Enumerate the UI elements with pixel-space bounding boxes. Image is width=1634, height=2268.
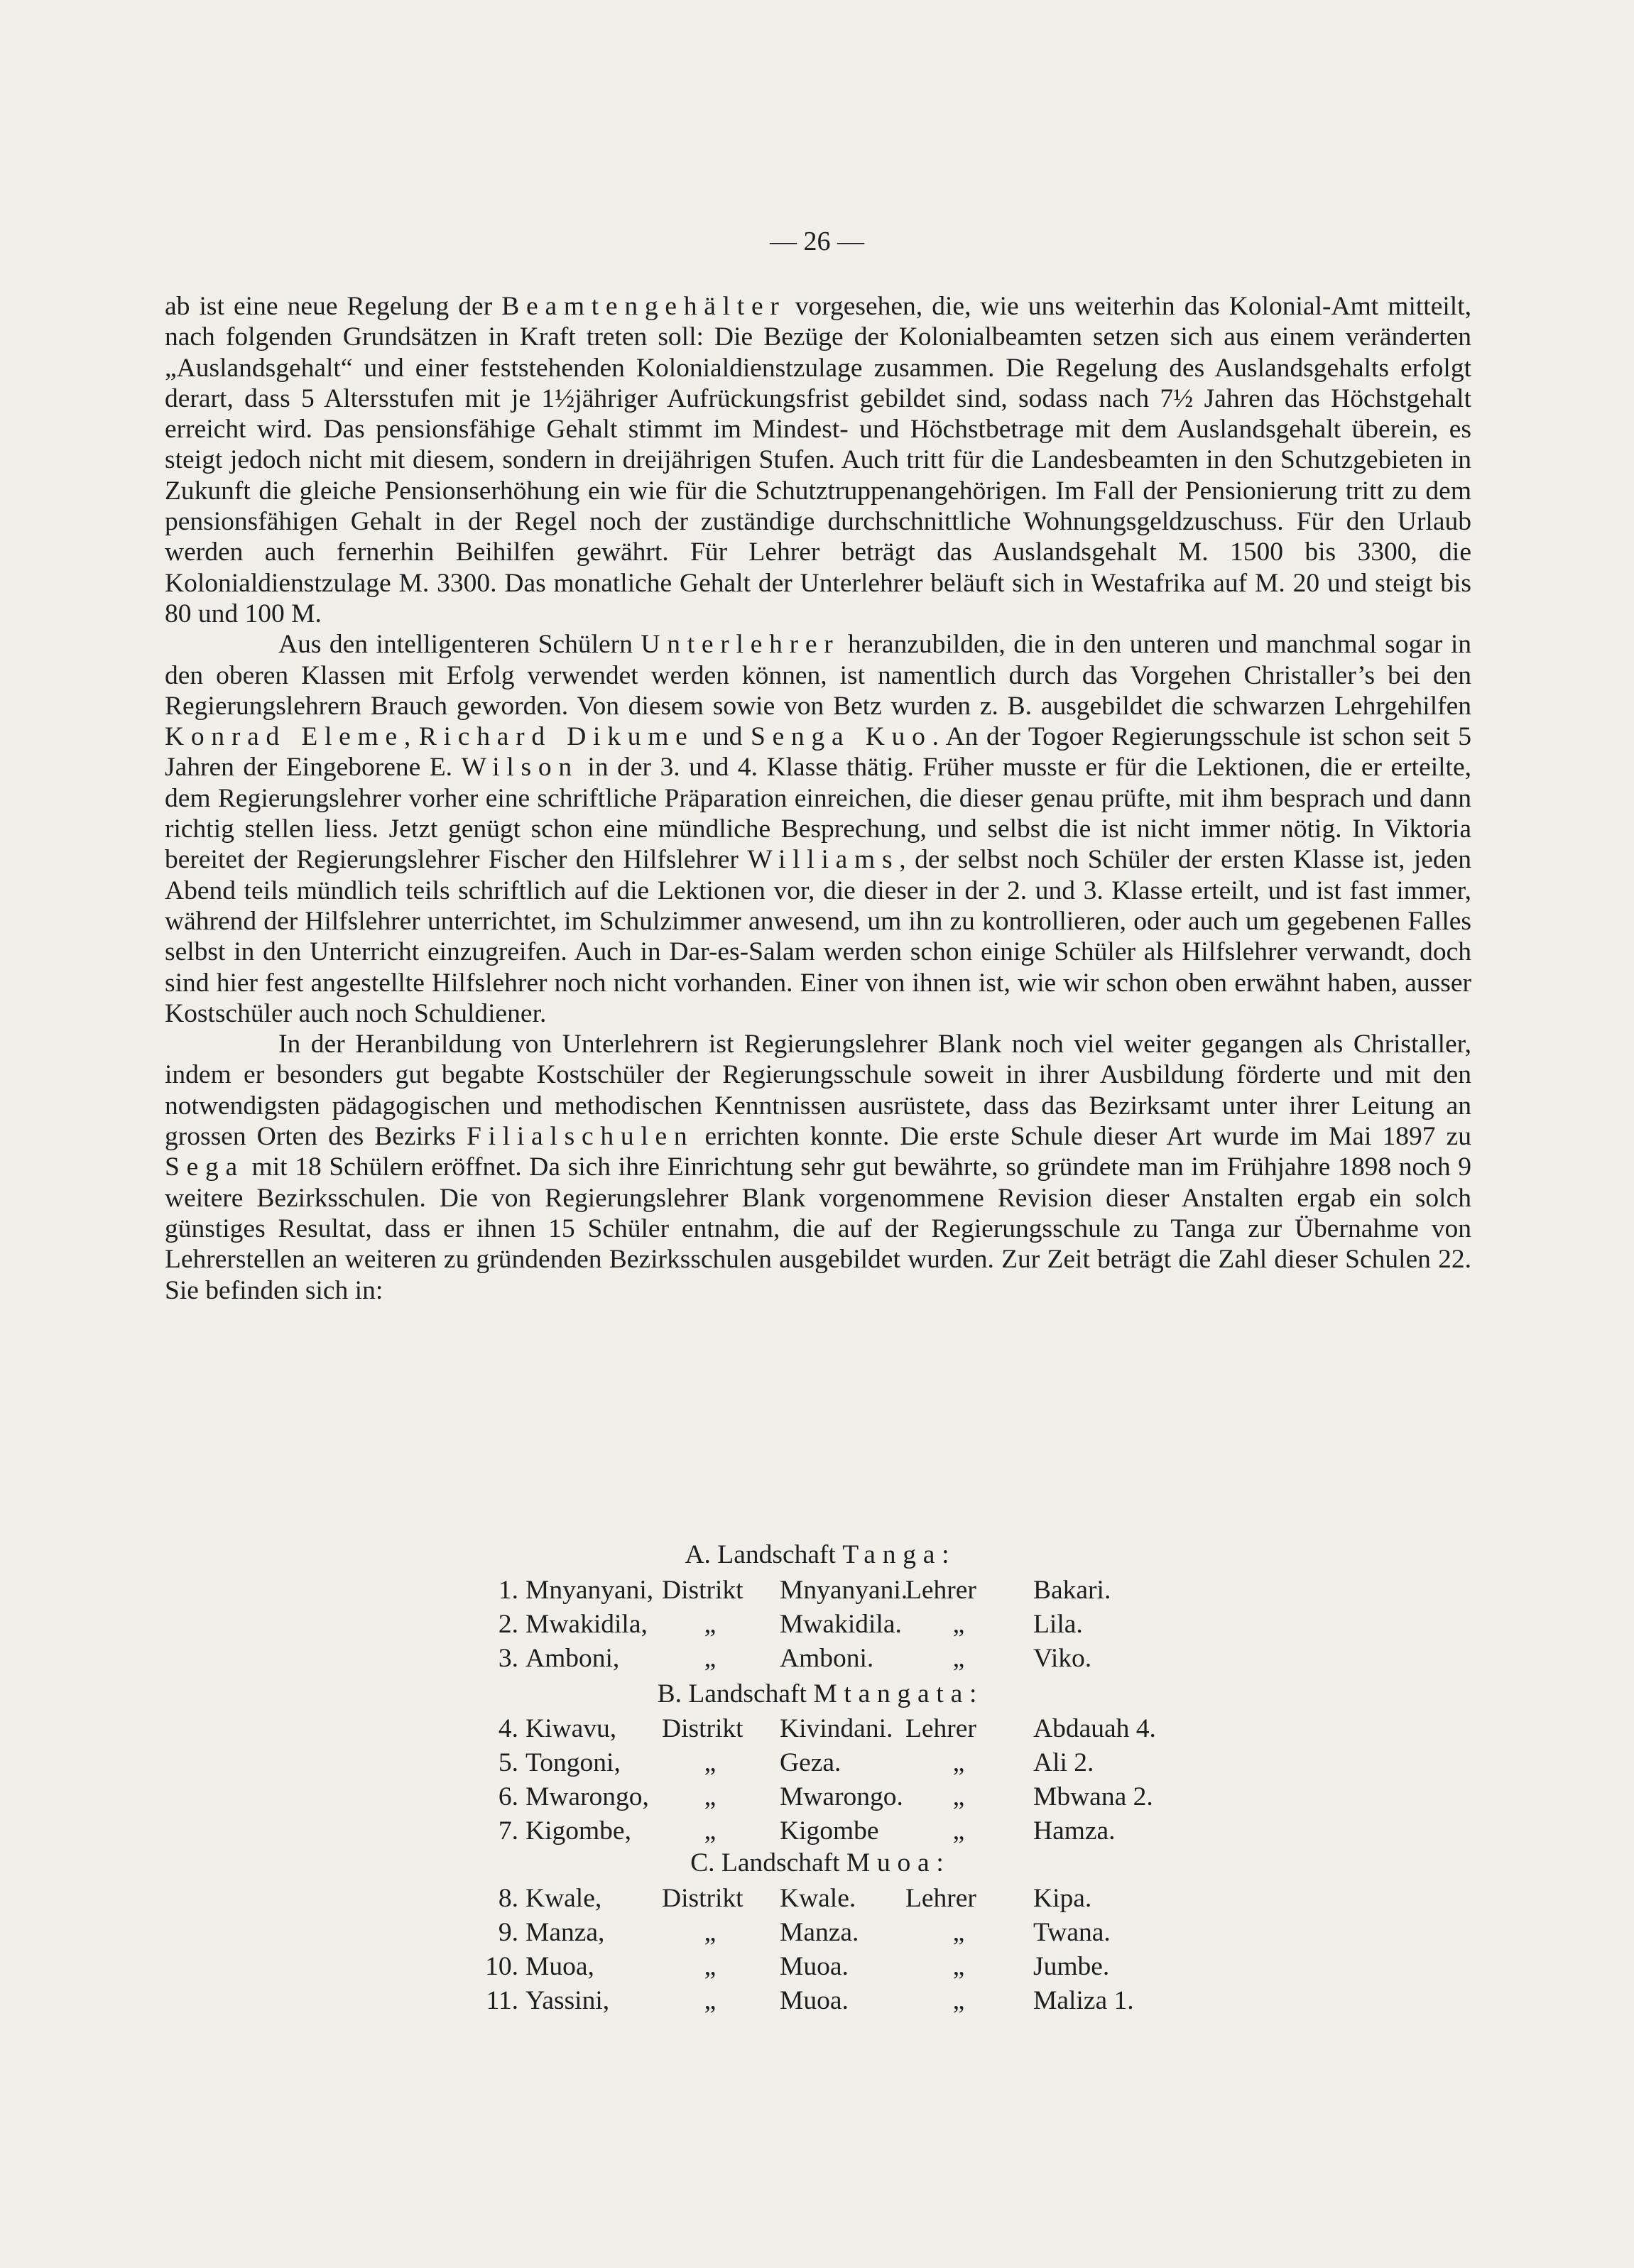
row-number: 7. (498, 1816, 518, 1846)
landschaft-name: Mtangata (813, 1679, 969, 1708)
row-number: 2. (498, 1610, 518, 1639)
district-label: „ (704, 1816, 717, 1846)
paragraph-text: in der 3. und 4. Klasse thätig. Früher musste er für die Lektionen, die er erteilte, dem Regierungslehrer vorher eine schriftliche Präparation einreichen, die dieser genau prüfte, mit ihm besprach und dann richtig stellen liess. Jetzt genügt schon eine mündliche Besprechung, und selbst die ist nicht immer nötig. In Viktoria bereitet der Regierungslehrer Fischer den Hilfslehrer (165, 753, 1471, 875)
row-number: 10. (485, 1952, 518, 1981)
district-name: Mnyanyani. (780, 1576, 908, 1605)
district-label: „ (704, 1952, 717, 1981)
section-heading-muoa: C. Landschaft Muoa: (690, 1848, 944, 1877)
teacher-name: Ali 2. (1033, 1748, 1094, 1777)
row-number: 8. (498, 1884, 518, 1913)
place-name: Mwarongo, (525, 1782, 649, 1811)
section-heading-mtangata: B. Landschaft Mtangata: (657, 1679, 977, 1708)
district-name: Muoa. (780, 1986, 849, 2015)
section-heading-tanga: A. Landschaft Tanga: (685, 1540, 949, 1569)
paragraph-text: ab ist eine neue Regelung der (165, 292, 502, 321)
spaced-name: Senga Kuo (751, 722, 932, 752)
teacher-label: Lehrer (905, 1576, 976, 1605)
teacher-label: „ (952, 1644, 965, 1673)
paragraph-text: mit 18 Schülern eröffnet. Da sich ihre Einrichtung sehr gut bewährte, so gründete man im Frühjahre 1898 noch 9 weitere Bezirksschulen. Die von Regierungslehrer Blank vorgenommene Revision dieser Anstalten ergab ein solch günstiges Resultat, dass er ihnen 15 Schüler entnahm, die auf der Regierungsschule zu Tanga zur Übernahme von Lehrerstellen an weiteren zu gründenden Bezirksschulen ausgebildet wurden. Zur Zeit beträgt die Zahl dieser Schulen 22. Sie befinden sich in: (165, 1152, 1471, 1305)
district-label: Distrikt (662, 1714, 744, 1743)
row-number: 5. (498, 1748, 518, 1777)
spaced-name: Williams (747, 845, 900, 875)
district-label: „ (704, 1986, 717, 2015)
place-name: Amboni, (525, 1644, 620, 1673)
spaced-name: Sega (165, 1152, 244, 1182)
teacher-label: Lehrer (905, 1714, 976, 1743)
district-name: Muoa. (780, 1952, 849, 1981)
place-name: Kiwavu, (525, 1714, 617, 1743)
place-name: Manza, (525, 1918, 605, 1947)
paragraph-text: und (694, 722, 751, 752)
district-name: Kivindani. (780, 1714, 893, 1743)
spaced-name: Filialschulen (466, 1122, 695, 1152)
paragraph-text: heranzubilden, die in den unteren und manchmal sogar in den oberen Klassen mit Erfolg verwendet werden können, ist namentlich durch das Vorgehen Christaller’s bei den Regierungslehrern Brauch geworden. Von diesem sowie von Betz wurden z. B. ausgebildet die schwarzen Lehrgehilfen (165, 630, 1471, 721)
teacher-label: „ (952, 1610, 965, 1639)
district-name: Kwale. (780, 1884, 856, 1913)
spaced-name: Richard Dikume (418, 722, 695, 752)
district-label: „ (704, 1644, 717, 1673)
spaced-name: Wilson (461, 753, 579, 783)
teacher-name: Bakari. (1033, 1576, 1111, 1605)
district-name: Mwarongo. (780, 1782, 903, 1811)
paragraph-filialschulen (165, 1029, 1471, 1306)
district-label: „ (704, 1610, 717, 1639)
spaced-name: Beamtengehälter (501, 292, 786, 321)
paragraph-text: . An der Togoer Regierungsschule ist schon seit 5 Jahren der Eingeborene E. (165, 722, 1471, 783)
teacher-name: Lila. (1033, 1610, 1083, 1639)
paragraph-unterlehrer (165, 629, 1471, 1029)
spaced-name: Unterlehrer (641, 630, 840, 660)
row-number: 4. (498, 1714, 518, 1743)
paragraph-text: Aus den intelligenteren Schülern (278, 630, 641, 660)
place-name: Mnyanyani, (525, 1576, 654, 1605)
teacher-name: Maliza 1. (1033, 1986, 1134, 2015)
teacher-label: „ (952, 1748, 965, 1777)
place-name: Yassini, (525, 1986, 610, 2015)
teacher-label: „ (952, 1986, 965, 2015)
place-name: Kigombe, (525, 1816, 631, 1846)
place-name: Muoa, (525, 1952, 594, 1981)
page-number: — 26 — (770, 227, 864, 256)
paragraph-text: , (403, 722, 419, 752)
teacher-name: Abdauah 4. (1033, 1714, 1156, 1743)
teacher-name: Hamza. (1033, 1816, 1116, 1846)
paragraph-text: In der Heranbildung von Unterlehrern ist Regierungslehrer Blank noch viel weiter gegangen als Christaller, indem er besonders gut begabte Kostschüler der Regierungsschule soweit in ihrer Ausbildung förderte und mit den notwendigsten pädagogischen und methodischen Kenntnissen ausrüstete, dass das Bezirksamt unter ihrer Leitung an grossen Orten des Bezirks (165, 1030, 1471, 1152)
teacher-name: Jumbe. (1033, 1952, 1110, 1981)
row-number: 3. (498, 1644, 518, 1673)
teacher-label: „ (952, 1816, 965, 1846)
paragraph-salaries (165, 291, 1471, 629)
teacher-label: „ (952, 1952, 965, 1981)
teacher-name: Viko. (1033, 1644, 1092, 1673)
paragraph-text: , der selbst noch Schüler der ersten Klasse ist, jeden Abend teils mündlich teils schriftlich auf die Lektionen vor, die dieser in der 2. und 3. Klasse erteilt, und ist fast immer, während der Hilfslehrer unterrichtet, im Schulzimmer anwesend, um ihn zu kontrollieren, oder auch um gegebenen Falles selbst in den Unterricht einzugreifen. Auch in Dar-es-Salam werden schon einige Schüler als Hilfslehrer verwandt, doch sind hier fest angestellte Hilfslehrer noch nicht vorhanden. Einer von ihnen ist, wie wir schon oben erwähnt haben, ausser Kostschüler auch noch Schuldiener. (165, 845, 1472, 1028)
landschaft-name: Muoa (846, 1848, 937, 1877)
district-label: „ (704, 1918, 717, 1947)
body-text (165, 291, 1471, 1306)
place-name: Mwakidila, (525, 1610, 648, 1639)
district-name: Mwakidila. (780, 1610, 902, 1639)
district-name: Manza. (780, 1918, 859, 1947)
row-number: 9. (498, 1918, 518, 1947)
landschaft-name: Tanga (842, 1540, 942, 1569)
teacher-label: „ (952, 1782, 965, 1811)
teacher-name: Twana. (1033, 1918, 1111, 1947)
district-label: Distrikt (662, 1884, 744, 1913)
paragraph-text: errichten konnte. Die erste Schule dieser Art wurde im Mai 1897 zu (694, 1122, 1471, 1152)
district-name: Kigombe (780, 1816, 879, 1846)
teacher-name: Kipa. (1033, 1884, 1092, 1913)
row-number: 6. (498, 1782, 518, 1811)
row-number: 11. (486, 1986, 518, 2015)
spaced-name: Konrad Eleme (165, 722, 404, 752)
teacher-label: „ (952, 1918, 965, 1947)
district-name: Geza. (780, 1748, 841, 1777)
teacher-label: Lehrer (905, 1884, 976, 1913)
place-name: Tongoni, (525, 1748, 621, 1777)
district-name: Amboni. (780, 1644, 874, 1673)
paragraph-text: vorgesehen, die, wie uns weiterhin das Kolonial-Amt mitteilt, nach folgenden Grundsätzen in Kraft treten soll: Die Bezüge der Kolonialbeamten setzen sich aus einem veränderten „Auslandsgehalt“ und einer feststehenden Kolonialdienstzulage zusammen. Die Regelung des Auslandsgehalts erfolgt derart, dass 5 Altersstufen mit je 1½jähriger Aufrückungsfrist gebildet sind, sodass nach 7½ Jahren das Höchstgehalt erreicht wird. Das pensionsfähige Gehalt stimmt im Mindest- und Höchstbetrage mit dem Auslandsgehalt überein, es steigt jedoch nicht mit diesem, sondern in dreijährigen Stufen. Auch tritt für die Landesbeamten in den Schutzgebieten in Zukunft die gleiche Pensionserhöhung ein wie für die Schutztruppenangehörigen. Im Fall der Pensionierung tritt zu dem pensionsfähigen Gehalt in der Regel noch der zuständige durchschnittliche Wohnungsgeldzuschuss. Für den Urlaub werden auch fernerhin Beihilfen gewährt. Für Lehrer beträgt das Auslandsgehalt M. 1500 bis 3300, die Kolonialdienstzulage M. 3300. Das monatliche Gehalt der Unterlehrer beläuft sich in Westafrika auf M. 20 und steigt bis 80 und 100 M. (165, 292, 1471, 628)
row-number: 1. (498, 1576, 518, 1605)
place-name: Kwale, (525, 1884, 602, 1913)
district-label: Distrikt (662, 1576, 744, 1605)
district-label: „ (704, 1748, 717, 1777)
district-label: „ (704, 1782, 717, 1811)
teacher-name: Mbwana 2. (1033, 1782, 1153, 1811)
